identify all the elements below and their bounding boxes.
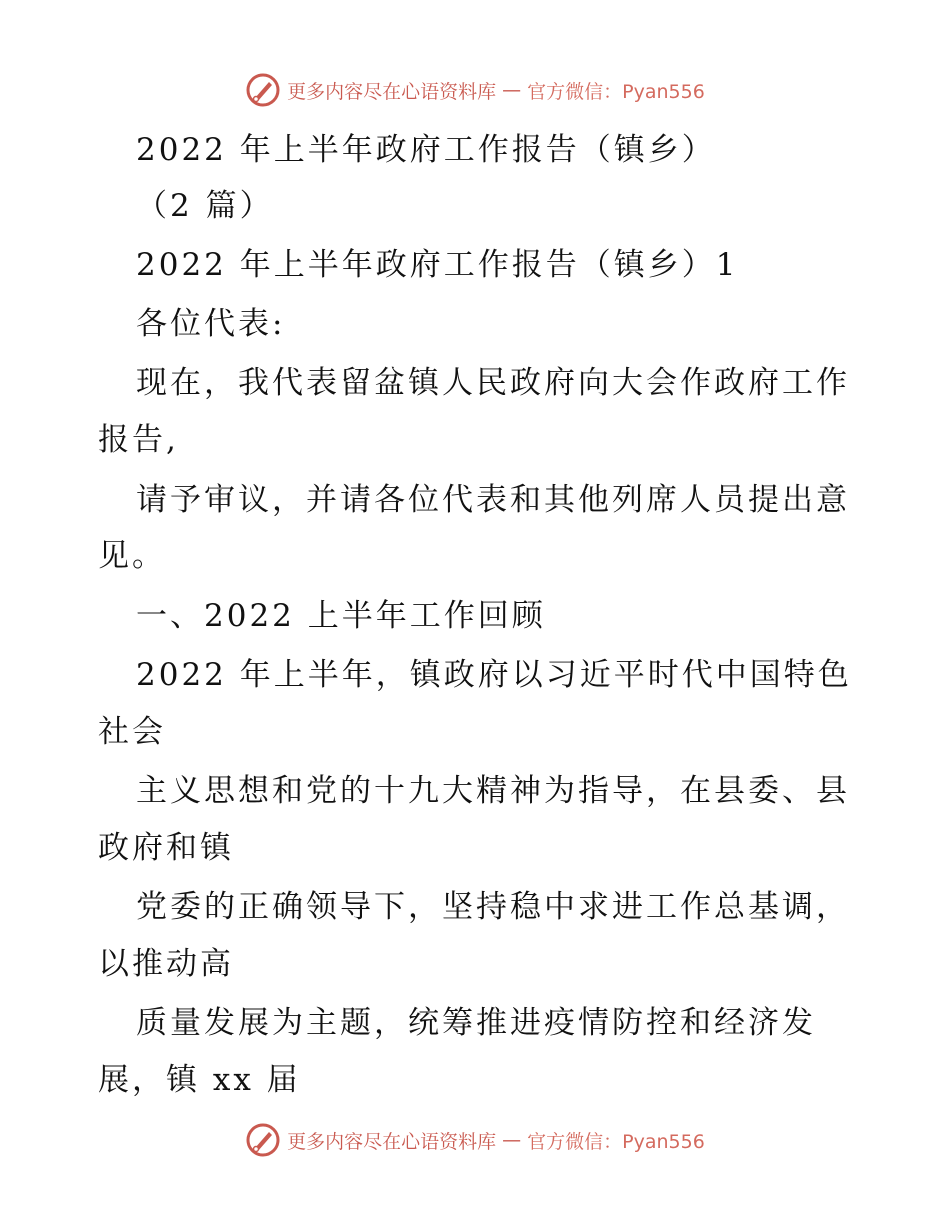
- watermark-contact: 官方微信：Pyan556: [527, 80, 705, 103]
- subsection-heading: 一、2022 上半年工作回顾: [136, 598, 546, 634]
- paragraph-line: 现在，我代表留盆镇人民政府向大会作政府工作: [136, 365, 850, 401]
- paragraph-line: 社会: [98, 714, 166, 750]
- doc-subtitle: （2 篇）: [136, 188, 274, 224]
- section-heading: 2022 年上半年政府工作报告（镇乡）1: [136, 247, 739, 283]
- paragraph-line: 政府和镇: [98, 830, 234, 866]
- seal-pen-icon: [245, 72, 281, 108]
- watermark-text: 更多内容尽在心语资料库: [287, 80, 497, 103]
- watermark-text: 更多内容尽在心语资料库: [287, 1130, 497, 1153]
- paragraph-line: 2022 年上半年，镇政府以习近平时代中国特色: [136, 657, 852, 693]
- paragraph-line: 以推动高: [98, 946, 234, 982]
- watermark-contact: 官方微信：Pyan556: [527, 1130, 705, 1153]
- paragraph-line: 质量发展为主题，统筹推进疫情防控和经济发: [136, 1005, 816, 1041]
- paragraph-line: 主义思想和党的十九大精神为指导，在县委、县: [136, 773, 850, 809]
- paragraph-line: 请予审议，并请各位代表和其他列席人员提出意: [136, 482, 850, 518]
- paragraph-line: 见。: [98, 538, 166, 574]
- watermark-separator: —: [502, 79, 522, 101]
- paragraph-line: 党委的正确领导下，坚持稳中求进工作总基调，: [136, 889, 850, 925]
- header-watermark: [0, 70, 950, 110]
- watermark-separator: —: [502, 1129, 522, 1151]
- footer-watermark: [0, 1120, 950, 1160]
- salutation: 各位代表:: [136, 306, 286, 342]
- paragraph-line: 报告,: [98, 422, 179, 458]
- doc-title: 2022 年上半年政府工作报告（镇乡）: [136, 132, 716, 168]
- seal-pen-icon: [245, 1122, 281, 1158]
- paragraph-line: 展，镇 xx 届: [98, 1062, 301, 1098]
